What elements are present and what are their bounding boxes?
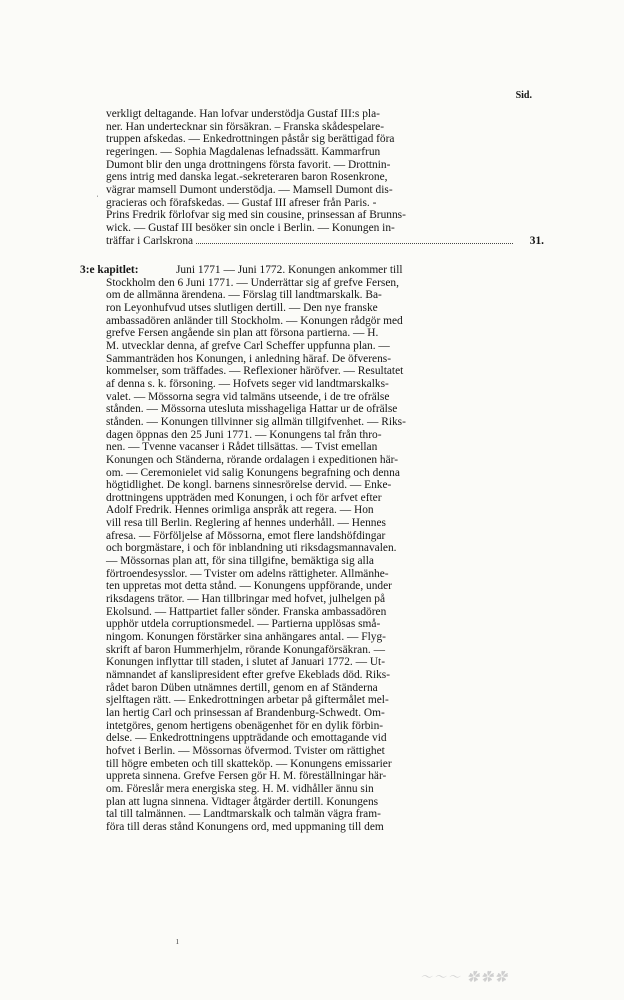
library-stamp: ～～～ ✿✿✿ bbox=[420, 970, 510, 984]
toc-line: föra till deras stånd Konungens ord, med uppmaning till dem bbox=[106, 820, 384, 833]
toc-line: om. Föreslår mera energiska steg. H. M. vidhåller ännu sin bbox=[106, 782, 374, 795]
toc-entry-2 bbox=[106, 108, 544, 247]
toc-line: truppen afskedas. — Enkedrottningen påstår sig berättigad föra bbox=[106, 133, 395, 146]
toc-line: lan hertig Carl och prinsessan af Brandenburg-Schwedt. Om- bbox=[106, 706, 385, 719]
toc-line: uppreta sinnena. Grefve Fersen gör H. M. föreställningar här- bbox=[106, 770, 387, 783]
toc-line: stånden. — Konungen tillvinner sig allmän tillgifvenhet. — Riks- bbox=[106, 415, 406, 428]
toc-line: nen. — Tvenne vacanser i Rådet tillsättas. — Tvist emellan bbox=[106, 441, 378, 454]
toc-line: valet. — Mössorna segra vid talmäns utseende, i de tre ofrälse bbox=[106, 390, 390, 403]
toc-line: Adolf Fredrik. Hennes orimliga anspråk att regera. — Hon bbox=[106, 504, 374, 517]
page-header: Sid. bbox=[515, 90, 532, 101]
toc-line: upphör utdela corruptionsmedel. — Partierna upplösas små- bbox=[106, 618, 381, 631]
toc-line: vill resa till Berlin. Reglering af hennes underhåll. — Hennes bbox=[106, 517, 386, 530]
toc-line: verkligt deltagande. Han lofvar understödja Gustaf III:s pla- bbox=[106, 108, 380, 120]
toc-line: Konungen och Ständerna, rörande ordalagen i expeditionen här- bbox=[106, 453, 399, 466]
toc-line: om. — Ceremonielet vid salig Konungens begrafning och denna bbox=[106, 466, 400, 479]
toc-line: afresa. — Förföljelse af Mössorna, emot flere landshöfdingar bbox=[106, 529, 386, 542]
chapter-label: 3:e kapitlet: bbox=[80, 264, 139, 276]
toc-line: vägrar mamsell Dumont understödja. — Mamsell Dumont dis- bbox=[106, 183, 393, 196]
stray-mark: ı bbox=[176, 936, 179, 947]
toc-line: gens intrig med danska legat.-sekreteraren baron Rosenkrone, bbox=[106, 171, 388, 184]
toc-line: Konungen inflyttar till staden, i slutet af Januari 1772. — Ut- bbox=[106, 656, 386, 669]
toc-line: ron Leyonhufvud utses slutligen dertill. — Den nye franske bbox=[106, 301, 378, 314]
toc-line: om de allmänna ärendena. — Förslag till landtmarskalk. Ba- bbox=[106, 289, 382, 302]
toc-line: Prins Fredrik förlofvar sig med sin cousine, prinsessan af Brunns- bbox=[106, 209, 406, 222]
toc-entry-3 bbox=[106, 264, 530, 834]
dot-leader bbox=[196, 242, 513, 244]
toc-line: drottningens uppträden med Konungen, i och för arfvet efter bbox=[106, 491, 382, 504]
toc-line: Ekolsund. — Hattpartiet faller sönder. Franska ambassadören bbox=[106, 605, 387, 618]
toc-line: Dumont blir den unga drottningens första favorit. — Drottnin- bbox=[106, 158, 391, 171]
toc-line: nämnandet af kanslipresident efter grefve Ekeblads död. Riks- bbox=[106, 669, 391, 681]
toc-line: ten uppretas mot detta stånd. — Konungens uppförande, under bbox=[106, 580, 392, 593]
toc-line: ambassadören anländer till Stockholm. — Konungen rådgör med bbox=[106, 314, 403, 327]
page-number: 31. bbox=[529, 234, 544, 247]
toc-line: skrift af baron Hummerhjelm, rörande Konungaförsäkran. — bbox=[106, 643, 385, 656]
toc-line: Sammanträden hos Konungen, i anledning häraf. De öfverens- bbox=[106, 352, 391, 365]
toc-line: riksdagens trätor. — Han tillbringar med hofvet, julhelgen på bbox=[106, 593, 385, 606]
toc-line: plan att lugna sinnena. Vidtager åtgärder dertill. Konungens bbox=[106, 795, 379, 808]
margin-mark: ˈ bbox=[96, 194, 99, 204]
toc-line: hofvet i Berlin. — Mössornas öfvermod. Tvister om rättighet bbox=[106, 744, 385, 757]
toc-line: regeringen. — Sophia Magdalenas lefnadssätt. Kammarfrun bbox=[106, 145, 381, 158]
toc-line: och borgmästare, i och för inblandning uti riksdagsmannavalen. bbox=[106, 542, 397, 555]
toc-line: Juni 1771 — Juni 1772. Konungen ankommer till bbox=[176, 264, 403, 276]
toc-line: sjelftagen rätt. — Enkedrottningen arbetar på giftermålet mel- bbox=[106, 694, 389, 707]
toc-line: förtroendesysslor. — Tvister om adelns rättigheter. Allmänhe- bbox=[106, 567, 389, 580]
toc-line: grefve Fersen angående sin plan att försona partierna. — H. bbox=[106, 327, 379, 340]
toc-line: wick. — Gustaf III besöker sin oncle i Berlin. — Konungen in- bbox=[106, 221, 395, 234]
toc-line: tal till talmännen. — Landtmarskalk och talmän vägra fram- bbox=[106, 808, 381, 821]
toc-line: dagen öppnas den 25 Juni 1771. — Konungens tal från thro- bbox=[106, 428, 382, 441]
toc-line: intetgöres, genom hertigens obenägenhet för en dylik förbin- bbox=[106, 719, 384, 732]
toc-line: af denna s. k. försoning. — Hofvets seger vid landtmarskalks- bbox=[106, 377, 389, 390]
toc-line: kommelser, som träffades. — Reflexioner häröfver. — Resultatet bbox=[106, 365, 404, 378]
toc-line: högtidlighet. De kongl. barnens sinnesrörelse dervid. — Enke- bbox=[106, 479, 392, 492]
toc-line: gracieras och förafskedas. — Gustaf III afreser från Paris. - bbox=[106, 196, 377, 209]
toc-line: ner. Han undertecknar sin försäkran. – Franska skådespelare- bbox=[106, 120, 385, 133]
toc-line: rådet baron Düben utnämnes dertill, genom en af Ständerna bbox=[106, 681, 378, 694]
toc-line: träffar i Carlskrona bbox=[106, 234, 194, 247]
toc-line: M. utvecklar denna, af grefve Carl Scheffer uppfunna plan. — bbox=[106, 339, 390, 352]
toc-line: till högre embeten och till skatteköp. — Konungens emissarier bbox=[106, 757, 392, 770]
toc-line: ningom. Konungen förstärker sina anhängares antal. — Flyg- bbox=[106, 631, 386, 644]
toc-line: Stockholm den 6 Juni 1771. — Underrättar sig af grefve Fersen, bbox=[106, 276, 399, 289]
toc-leader-line bbox=[106, 234, 544, 248]
toc-line: delse. — Enkedrottningens uppträdande och emottagande vid bbox=[106, 732, 387, 745]
toc-line: — Mössornas plan att, för sina tillgifne, bemäktiga sig alla bbox=[106, 555, 374, 568]
toc-line: stånden. — Mössorna utesluta misshageliga Hattar ur de ofrälse bbox=[106, 403, 398, 416]
